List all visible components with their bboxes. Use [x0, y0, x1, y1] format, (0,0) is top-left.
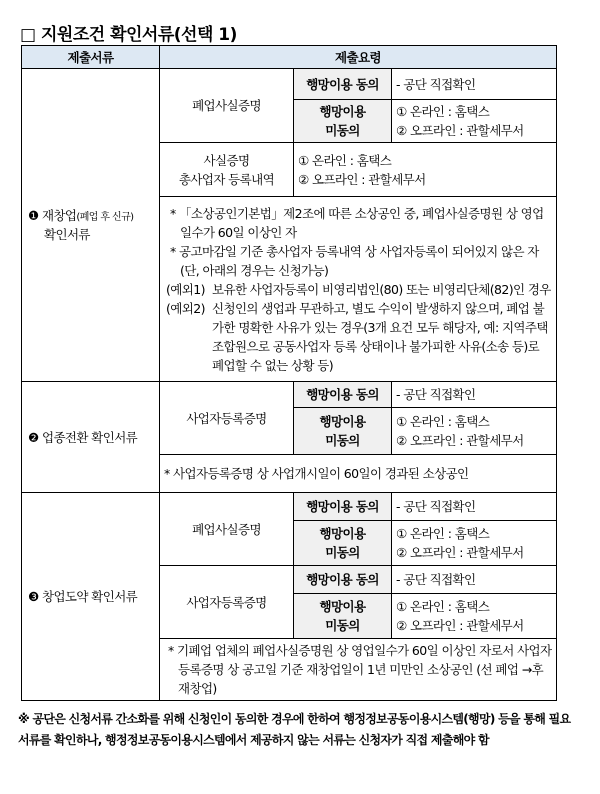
s1-name — [22, 69, 160, 382]
consent-label: 행망이용 동의 — [294, 382, 392, 408]
direct-check: - 공단 직접확인 — [392, 69, 557, 100]
no-consent-label: 행망이용 미동의 — [294, 100, 392, 143]
footnote: ※ 공단은 신청서류 간소화를 위해 신청인이 동의한 경우에 한하여 행정정보공동이용시스템(행망) 등을 통해 필요서류를 확인하나, 행정정보공동이용시스템에서 제공하지 않는 서류는 신청자가 직접 제출해야 함 — [18, 712, 571, 747]
s1-doc-closure: 폐업사실증명 — [160, 69, 294, 143]
s3-note: * 기폐업 업체의 폐업사실증명원 상 영업일수가 60일 이상인 자로서 사업자등록증명 상 공고일 기준 재창업일이 1년 미만인 소상공인 (선 폐업 →후 재창업) — [160, 639, 557, 701]
s2-doc: 사업자등록증명 — [160, 382, 294, 455]
s1-name-2: 확인서류 — [44, 227, 90, 242]
no-consent-label: 행망이용 미동의 — [294, 521, 392, 566]
online-offline: ① 온라인 : 홈택스 ② 오프라인 : 관할세무서 — [392, 408, 557, 455]
s1-doc-fact: 사실증명 총사업자 등록내역 — [160, 143, 294, 197]
no-consent-label: 행망이용 미동의 — [294, 594, 392, 639]
s1-notes: * 「소상공인기본법」제2조에 따른 소상공인 중, 폐업사실증명원 상 영업일수가 60일 이상인 자 * 공고마감일 기준 총사업자 등록내역 상 사업자등록이 되어있지 않은 자(단, 아래의 경우는 신청가능) (예외1) 보유한 사업자등록이 비영리법인(80) 또는 비영리단체(82)인 경우 (예외2) 신청인의 생업과 무관하고, 별도 수익이 발생하지 않으며, 폐업 불가한 명확한 사유가 있는 경우(3개 요건 모두 해당자, 예: 지역주택조합원으로 공동사업자 등록 상태이나 불가피한 사유(소송 등)로 폐업할 수 없는 상황 등) — [160, 197, 557, 382]
online-offline: ① 온라인 : 홈택스 ② 오프라인 : 관할세무서 — [392, 100, 557, 143]
direct-check: - 공단 직접확인 — [392, 493, 557, 521]
direct-check: - 공단 직접확인 — [392, 382, 557, 408]
direct-check: - 공단 직접확인 — [392, 566, 557, 594]
documents-table — [21, 45, 557, 701]
s1-name-main: 재창업 — [41, 208, 77, 223]
s2-note: * 사업자등록증명 상 사업개시일이 60일이 경과된 소상공인 — [160, 455, 557, 493]
consent-label: 행망이용 동의 — [294, 566, 392, 594]
no-consent-label: 행망이용 미동의 — [294, 408, 392, 455]
online-offline: ① 온라인 : 홈택스 ② 오프라인 : 관할세무서 — [392, 521, 557, 566]
online-offline: ① 온라인 : 홈택스 ② 오프라인 : 관할세무서 — [294, 143, 557, 197]
online-offline: ① 온라인 : 홈택스 ② 오프라인 : 관할세무서 — [392, 594, 557, 639]
consent-label: 행망이용 동의 — [294, 493, 392, 521]
s1-bullet: ❶ — [28, 208, 39, 223]
s2-name: ❷ 업종전환 확인서류 — [22, 382, 160, 493]
section-title: □ 지원조건 확인서류(선택 1) — [20, 25, 237, 45]
consent-label: 행망이용 동의 — [294, 69, 392, 100]
s1-name-sub: (폐업 후 신규) — [76, 212, 134, 223]
header-submit-docs: 제출서류 — [22, 46, 160, 69]
s3-name: ❸ 창업도약 확인서류 — [22, 493, 160, 701]
s3-doc-closure: 폐업사실증명 — [160, 493, 294, 566]
s3-doc-registration: 사업자등록증명 — [160, 566, 294, 639]
header-submit-guide: 제출요령 — [160, 46, 557, 69]
